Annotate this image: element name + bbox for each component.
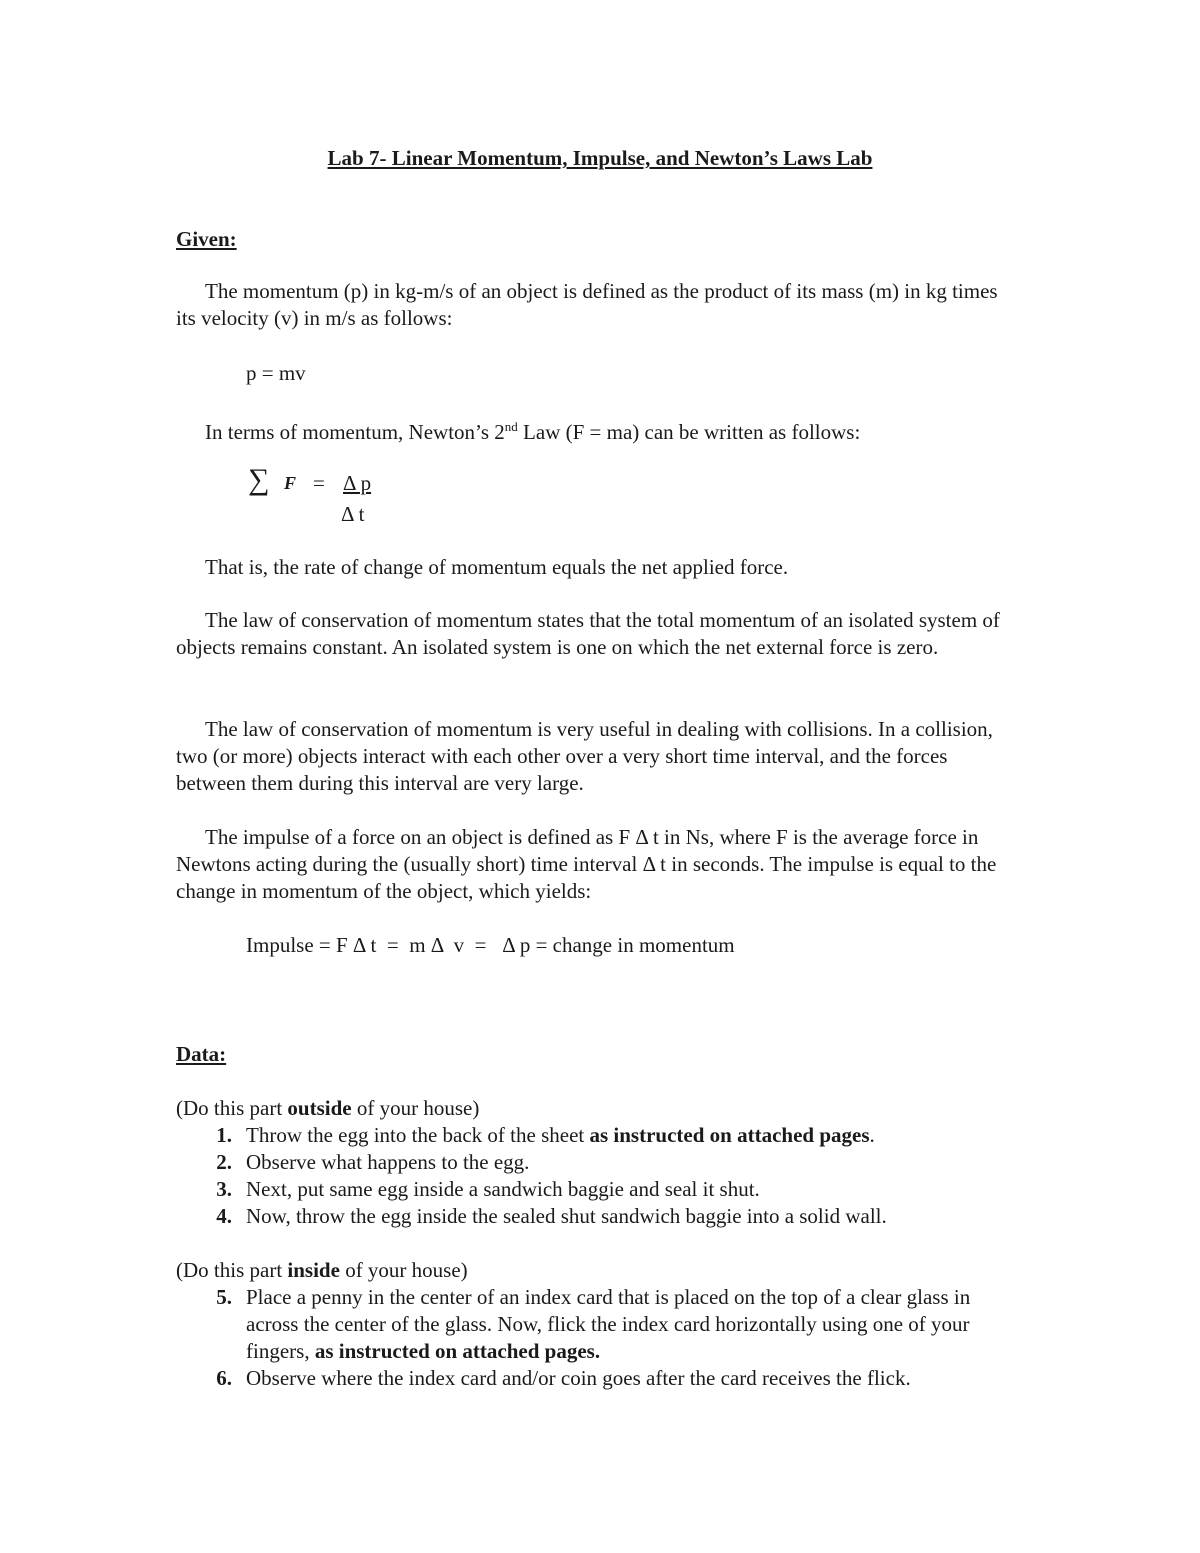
outside-steps-list	[176, 1122, 1016, 1230]
list-item: 3. Next, put same egg inside a sandwich baggie and seal it shut.	[216, 1177, 760, 1201]
force-variable: F	[284, 473, 297, 493]
impulse-definition-text: The impulse of a force on an object is defined as F Δ t in Ns, where F is the average force in Newtons acting during the (usually short) time interval Δ t in seconds. The impulse is equal to the change in momentum of the object, which yields:	[176, 825, 997, 903]
conservation-law-text: The law of conservation of momentum states that the total momentum of an isolated system of objects remains constant. An isolated system is one on which the net external force is zero.	[176, 608, 1000, 659]
list-item: 5. Place a penny in the center of an index card that is placed on the top of a clear glass in across the center of the glass. Now, flick the index card horizontally using one of your fingers, as instructed on attached pages.	[216, 1285, 971, 1363]
inside-steps-list	[176, 1284, 1016, 1392]
list-item: 6. Observe where the index card and/or coin goes after the card receives the flick.	[216, 1366, 911, 1390]
momentum-equation: p = mv	[246, 361, 306, 385]
sigma-symbol: ∑	[248, 463, 270, 496]
collisions-text: The law of conservation of momentum is very useful in dealing with collisions. In a collision, two (or more) objects interact with each other over a very short time interval, and the forces between them during this interval are very large.	[176, 717, 993, 795]
list-item: 1. Throw the egg into the back of the sheet as instructed on attached pages.	[216, 1123, 875, 1147]
data-heading: Data:	[176, 1042, 227, 1066]
equation-numerator: Δ p	[343, 471, 372, 495]
inside-instructions-label: (Do this part inside of your house)	[176, 1258, 468, 1282]
impulse-equation: Impulse = F Δ t = m Δ v = Δ p = change in momentum	[246, 933, 735, 957]
newton-second-law-text: In terms of momentum, Newton’s 2nd Law (F = ma) can be written as follows:	[205, 419, 861, 444]
list-item: 2. Observe what happens to the egg.	[216, 1150, 530, 1174]
list-item: 4. Now, throw the egg inside the sealed shut sandwich baggie into a solid wall.	[216, 1204, 887, 1228]
equals-sign: =	[313, 471, 325, 495]
momentum-definition: The momentum (p) in kg-m/s of an object is defined as the product of its mass (m) in kg times its velocity (v) in m/s as follows:	[176, 279, 998, 330]
rate-of-change-text: That is, the rate of change of momentum equals the net applied force.	[205, 555, 789, 579]
outside-instructions-label: (Do this part outside of your house)	[176, 1096, 480, 1120]
equation-denominator: Δ t	[341, 502, 365, 526]
given-heading: Given:	[176, 227, 237, 251]
page-title: Lab 7- Linear Momentum, Impulse, and Newton’s Laws Lab	[327, 146, 873, 170]
